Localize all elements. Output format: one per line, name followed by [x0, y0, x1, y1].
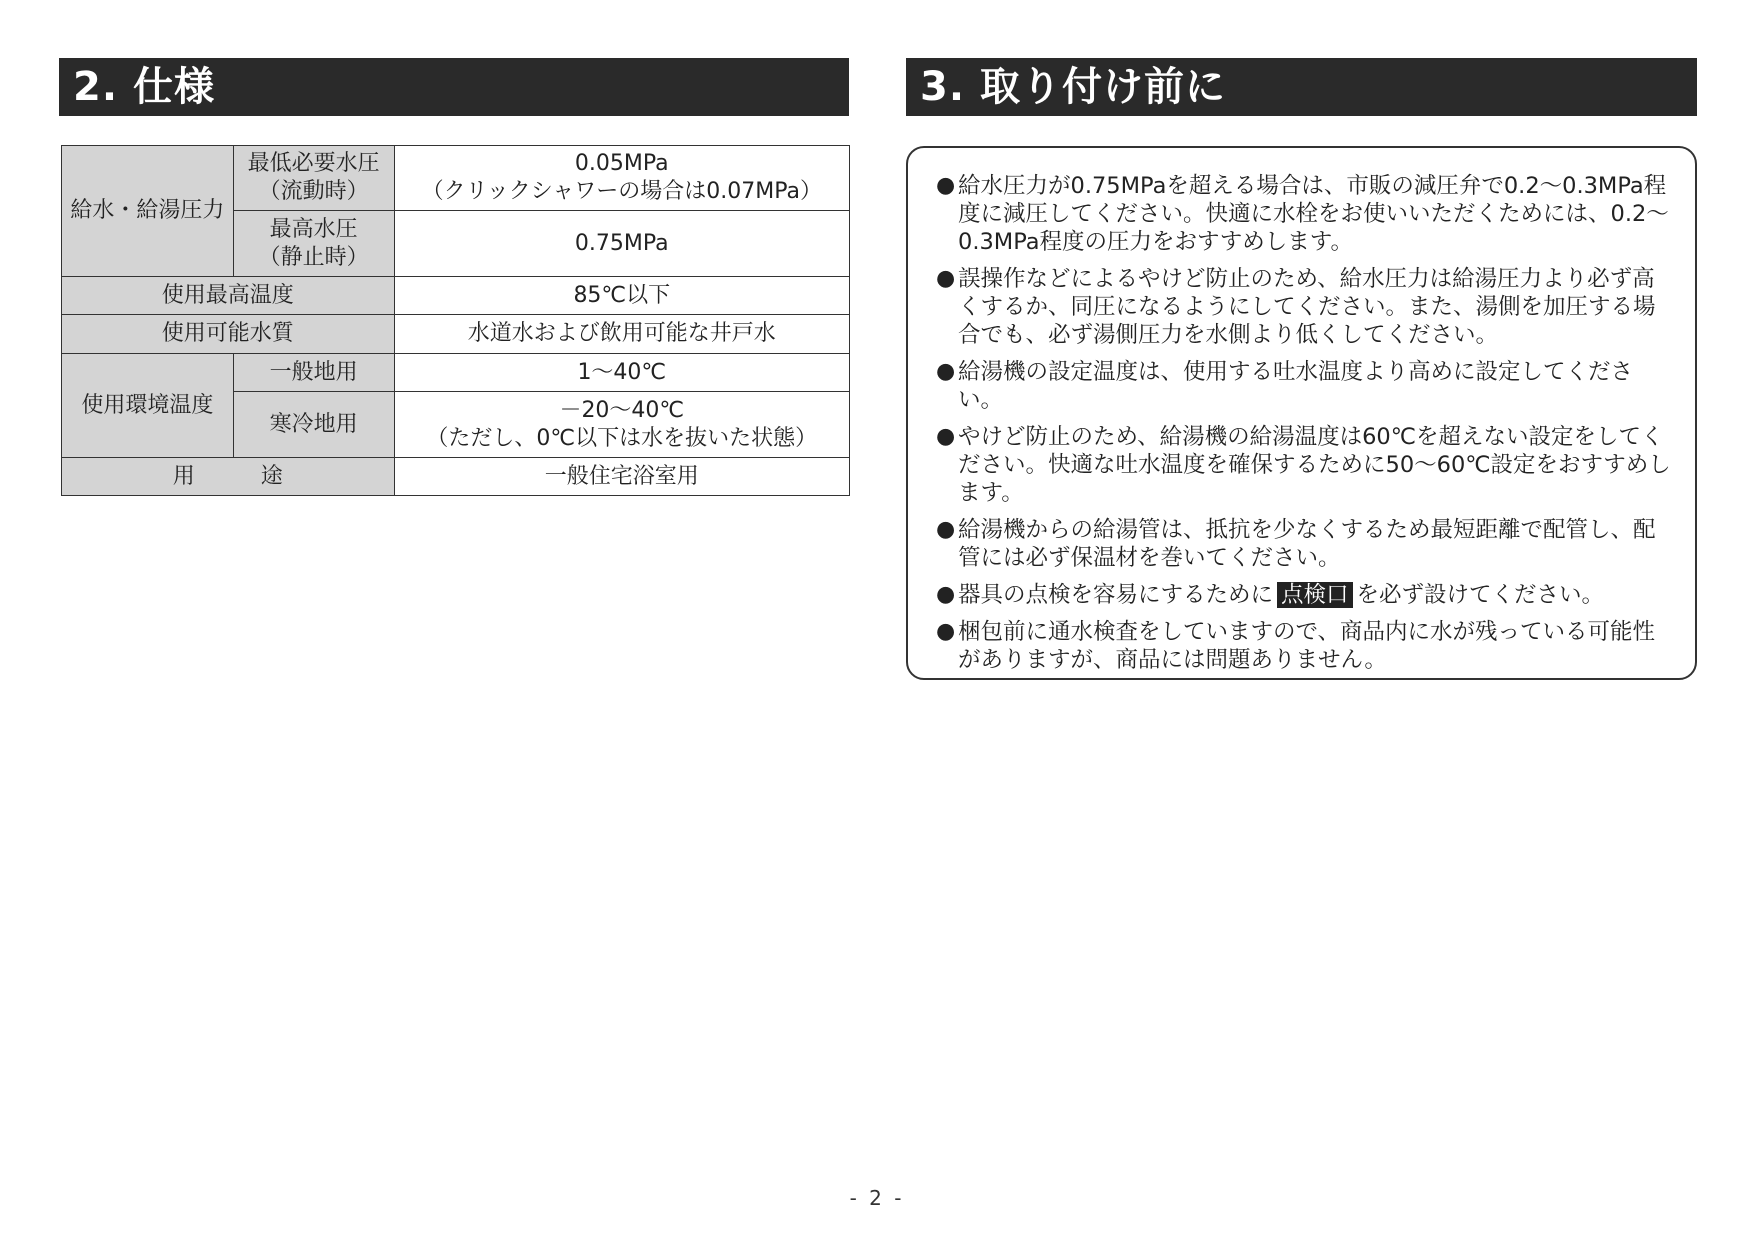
inspection-port-badge: 点検口 — [1277, 582, 1353, 608]
bullet-icon: ● — [936, 266, 956, 291]
cold-area-label: 寒冷地用 — [233, 392, 394, 458]
list-item: ● 器具の点検を容易にするために 点検口 を必ず設けてください。 — [936, 582, 1605, 608]
list-item: ● やけど防止のため、給湯機の給湯温度は60℃を超えない設定をしてください。快適な吐水温度を確保するために50～60℃設定をおすすめします。 — [936, 424, 1671, 506]
bullet-icon: ● — [936, 173, 956, 198]
page-number: - 2 - — [849, 1186, 905, 1210]
table-row — [62, 458, 850, 496]
precautions-list — [936, 172, 1676, 683]
general-area-label: 一般地用 — [233, 354, 394, 392]
section2-title: 2. 仕様 — [59, 58, 849, 116]
min-pressure-label: 最低必要水圧 （流動時） — [233, 146, 394, 211]
env-temp-label: 使用環境温度 — [62, 354, 234, 458]
usage-value: 一般住宅浴室用 — [394, 458, 849, 496]
section3-title: 3. 取り付け前に — [906, 58, 1697, 116]
usage-label: 用 途 — [62, 458, 395, 496]
list-item: ● 梱包前に通水検査をしていますので、商品内に水が残っている可能性がありますが、商品には問題ありません。 — [936, 619, 1656, 673]
water-quality-value: 水道水および飲用可能な井戸水 — [394, 315, 849, 354]
bullet-icon: ● — [936, 359, 956, 384]
cold-area-value: －20～40℃ （ただし、0℃以下は水を抜いた状態） — [394, 392, 849, 458]
max-temp-value: 85℃以下 — [394, 277, 849, 315]
max-pressure-label: 最高水圧 （静止時） — [233, 211, 394, 277]
min-pressure-value: 0.05MPa （クリックシャワーの場合は0.07MPa） — [394, 146, 849, 211]
bullet-icon: ● — [936, 582, 956, 607]
table-row — [62, 315, 850, 354]
max-temp-label: 使用最高温度 — [62, 277, 395, 315]
water-quality-label: 使用可能水質 — [62, 315, 395, 354]
table-row — [62, 354, 850, 392]
bullet-icon: ● — [936, 517, 956, 542]
table-row — [62, 146, 850, 211]
bullet-icon: ● — [936, 424, 956, 449]
list-item: ● 誤操作などによるやけど防止のため、給水圧力は給湯圧力より必ず高くするか、同圧になるようにしてください。また、湯側を加圧する場合でも、必ず湯側圧力を水側より低くしてください。 — [936, 266, 1656, 348]
general-area-value: 1～40℃ — [394, 354, 849, 392]
pressure-label: 給水・給湯圧力 — [62, 146, 234, 277]
table-row — [62, 277, 850, 315]
list-item: ● 給湯機からの給湯管は、抵抗を少なくするため最短距離で配管し、配管には必ず保温材を巻いてください。 — [936, 517, 1656, 571]
precautions-box — [906, 146, 1697, 680]
bullet-icon: ● — [936, 619, 956, 644]
list-item: ● 給湯機の設定温度は、使用する吐水温度より高めに設定してください。 — [936, 359, 1634, 413]
list-item: ● 給水圧力が0.75MPaを超える場合は、市販の減圧弁で0.2～0.3MPa程度に減圧してください。快適に水栓をお使いいただくためには、0.2～0.3MPa程度の圧力をおすすめします。 — [936, 173, 1669, 255]
spec-table — [61, 145, 850, 496]
max-pressure-value: 0.75MPa — [394, 211, 849, 277]
